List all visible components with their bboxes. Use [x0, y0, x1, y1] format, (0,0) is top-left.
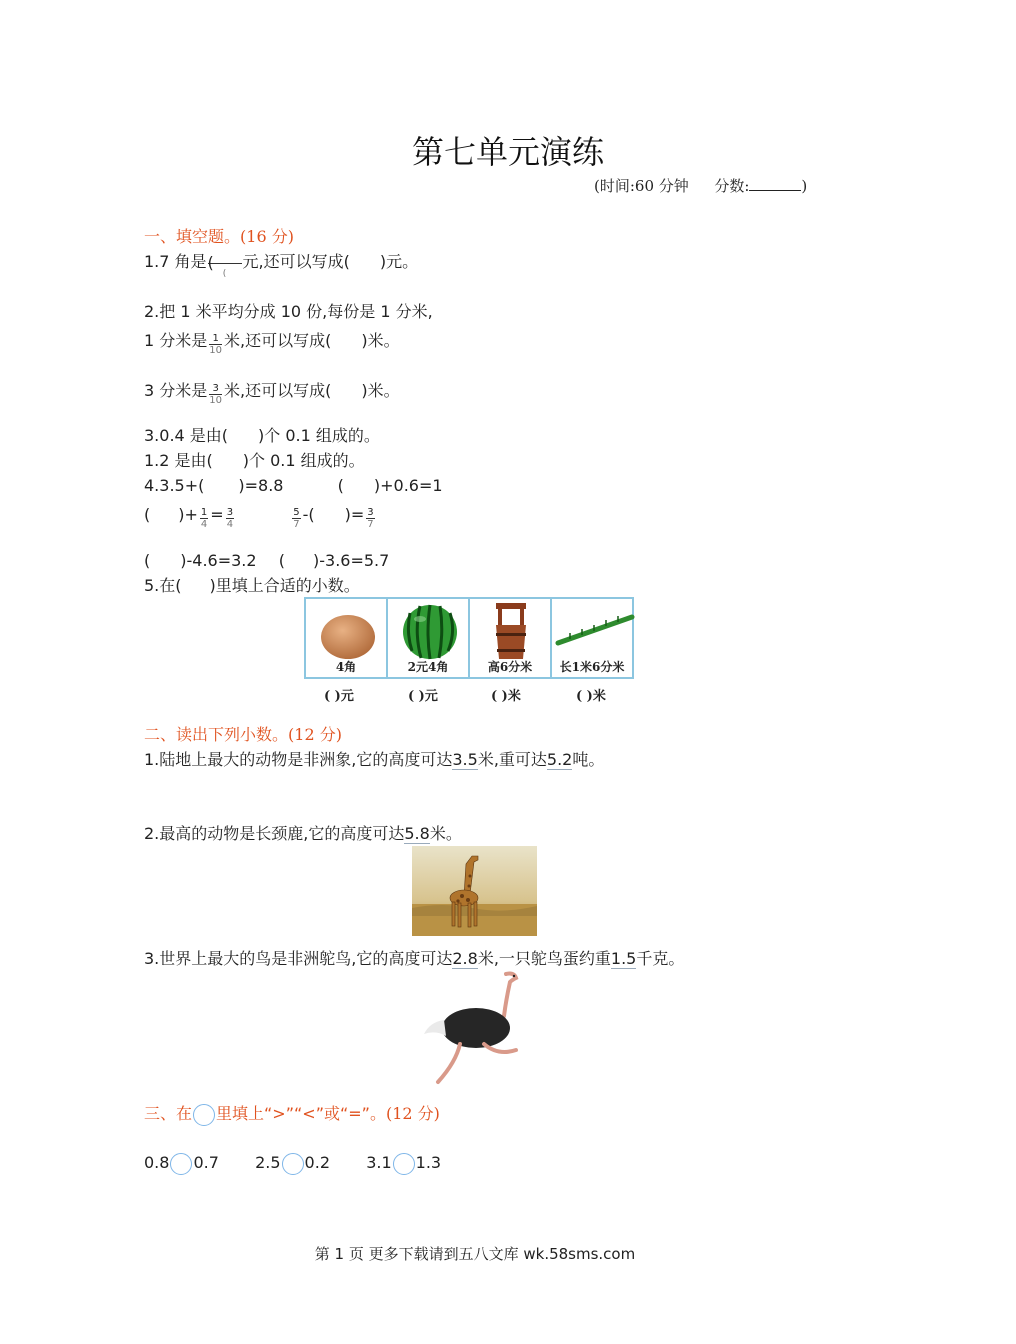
q4-text-b: )=8.8 — [238, 476, 284, 495]
s2q3-number-1: 2.8 — [452, 949, 478, 968]
q1-text-b: 元,还可以写成( — [242, 252, 350, 271]
q4-text-e: ( — [144, 505, 151, 524]
page-footer: 第 1 页 更多下载请到五八文库 wk.58sms.com — [314, 1245, 636, 1263]
question-2-3 — [144, 949, 684, 969]
egg-cell — [305, 598, 387, 678]
fraction-5-7: $\frac{5}{7}$ — [293, 506, 300, 530]
q2-text-d: 3 分米是 — [144, 381, 208, 400]
bamboo-picture — [552, 599, 632, 659]
q3-text-c: 1.2 是由( — [144, 451, 213, 470]
q3-text-a: 3.0.4 是由( — [144, 426, 229, 445]
watermelon-picture — [388, 599, 468, 659]
question-1-3-line2 — [144, 451, 365, 471]
q4-text-i: ( — [144, 551, 151, 570]
s2q2-text-a: 2.最高的动物是长颈鹿,它的高度可达 — [144, 824, 405, 843]
question-2-1 — [144, 750, 604, 770]
bucket-picture — [470, 599, 550, 659]
compare-1-left: 0.8 — [144, 1153, 170, 1172]
fraction-1-10: $\frac{1}{10}$ — [209, 332, 223, 356]
watermelon-cell — [387, 598, 469, 678]
q2-text-a: 1 分米是 — [144, 331, 208, 350]
q1-text-a: 1.7 角是 — [144, 252, 207, 271]
question-1-2-line2 — [144, 327, 400, 355]
q2-text-f: )米。 — [361, 381, 400, 400]
score-label: 分数: — [714, 177, 750, 195]
circle-symbol-icon — [193, 1104, 215, 1126]
ostrich-picture — [420, 970, 530, 1086]
q4-text-g: -( — [302, 505, 315, 524]
section-3-heading — [144, 1102, 440, 1126]
compare-2-circle[interactable] — [282, 1153, 304, 1175]
fraction-3-4: $\frac{3}{4}$ — [226, 506, 234, 530]
giraffe-picture — [412, 846, 537, 936]
comparison-row — [144, 1150, 441, 1176]
compare-2-left: 2.5 — [255, 1153, 281, 1172]
question-1-5 — [144, 576, 360, 596]
fraction-3-7: $\frac{3}{7}$ — [367, 506, 374, 530]
bamboo-cell — [551, 598, 633, 678]
question-1-2-line1: 2.把 1 米平均分成 10 份,每份是 1 分米, — [144, 302, 433, 321]
section-1-points: (16 分) — [240, 227, 294, 246]
s2q3-text-a: 3.世界上最大的鸟是非洲鸵鸟,它的高度可达 — [144, 949, 453, 968]
section-1-title: 一、填空题。 — [144, 227, 241, 246]
bucket-blank: ( )米 — [491, 689, 521, 704]
s2q3-text-b: 米,一只鸵鸟蛋约重 — [477, 949, 611, 968]
q2-text-e: 米,还可以写成( — [224, 381, 332, 400]
s2q1-number-1: 3.5 — [452, 750, 478, 769]
question-1-3-line1 — [144, 426, 380, 446]
egg-caption: 4角 — [335, 660, 357, 674]
s2q1-text-b: 米,重可达 — [477, 750, 547, 769]
fraction-3-10: $\frac{3}{10}$ — [209, 382, 223, 406]
compare-1-circle[interactable] — [170, 1153, 192, 1175]
section-3-title-a: 三、在 — [144, 1104, 193, 1123]
compare-2-right: 0.2 — [304, 1153, 330, 1172]
question-1-4-line1 — [144, 476, 443, 496]
section-1-heading — [144, 227, 294, 247]
question-1-4-line3 — [144, 551, 389, 571]
question-2-2 — [144, 824, 462, 844]
q4-text-h: )= — [344, 505, 365, 524]
compare-3-left: 3.1 — [366, 1153, 392, 1172]
picture-table — [304, 597, 634, 679]
s2q3-text-c: 千克。 — [636, 949, 685, 968]
bucket-cell — [469, 598, 551, 678]
section-2-points: (12 分) — [288, 725, 342, 744]
q4-text-c: ( — [337, 476, 344, 495]
egg-picture — [306, 599, 386, 659]
bucket-caption: 高6分米 — [487, 660, 533, 674]
time-label: (时间:60 分钟 — [594, 177, 689, 195]
q3-text-b: )个 0.1 组成的。 — [258, 426, 380, 445]
question-1-2-line3 — [144, 377, 400, 405]
q2-text-b: 米,还可以写成( — [224, 331, 332, 350]
section-2-title: 二、读出下列小数。 — [144, 725, 289, 744]
q5-text-b: )里填上合适的小数。 — [209, 576, 360, 595]
s2q3-number-2: 1.5 — [610, 949, 637, 968]
section-3-title-b: 里填上“>”“<”或“=”。 — [216, 1104, 386, 1123]
compare-1-right: 0.7 — [193, 1153, 219, 1172]
bamboo-caption: 长1米6分米 — [559, 660, 625, 674]
q2-text-c: )米。 — [361, 331, 400, 350]
compare-3-circle[interactable] — [393, 1153, 415, 1175]
watermelon-blank: ( )元 — [408, 689, 438, 704]
section-3-points: (12 分) — [385, 1104, 440, 1123]
bamboo-blank: ( )米 — [576, 689, 606, 704]
q1-text-c: )元。 — [379, 252, 419, 271]
s2q2-number-1: 5.8 — [404, 824, 430, 843]
q4-text-d: )+0.6=1 — [373, 476, 443, 495]
compare-3-right: 1.3 — [415, 1153, 442, 1172]
question-1-1 — [144, 252, 419, 279]
q5-text-a: 5.在( — [144, 576, 182, 595]
q4-equals: = — [210, 505, 224, 524]
q4-text-j: )-4.6=3.2 — [180, 551, 257, 570]
q4-text-k: ( — [278, 551, 285, 570]
s2q1-number-2: 5.2 — [546, 750, 573, 769]
question-1-4-line2 — [144, 501, 377, 529]
s2q1-text-c: 吨。 — [572, 750, 605, 769]
s2q1-text-a: 1.陆地上最大的动物是非洲象,它的高度可达 — [144, 750, 453, 769]
s2q2-text-b: 米。 — [429, 824, 462, 843]
watermelon-caption: 2元4角 — [407, 660, 449, 674]
q3-text-d: )个 0.1 组成的。 — [242, 451, 365, 470]
fraction-1-4: $\frac{1}{4}$ — [200, 506, 208, 530]
score-close: ) — [801, 177, 808, 195]
q4-text-a: 4.3.5+( — [144, 476, 205, 495]
score-blank — [749, 176, 801, 191]
q4-text-l: )-3.6=5.7 — [313, 551, 390, 570]
page-title: 第七单元演练 — [411, 133, 604, 171]
q4-text-f: )+ — [178, 505, 198, 524]
exam-meta — [594, 176, 807, 196]
egg-blank: ( )元 — [324, 689, 354, 704]
blank-fraction: ( ( — [208, 253, 242, 272]
section-2-heading — [144, 725, 342, 745]
